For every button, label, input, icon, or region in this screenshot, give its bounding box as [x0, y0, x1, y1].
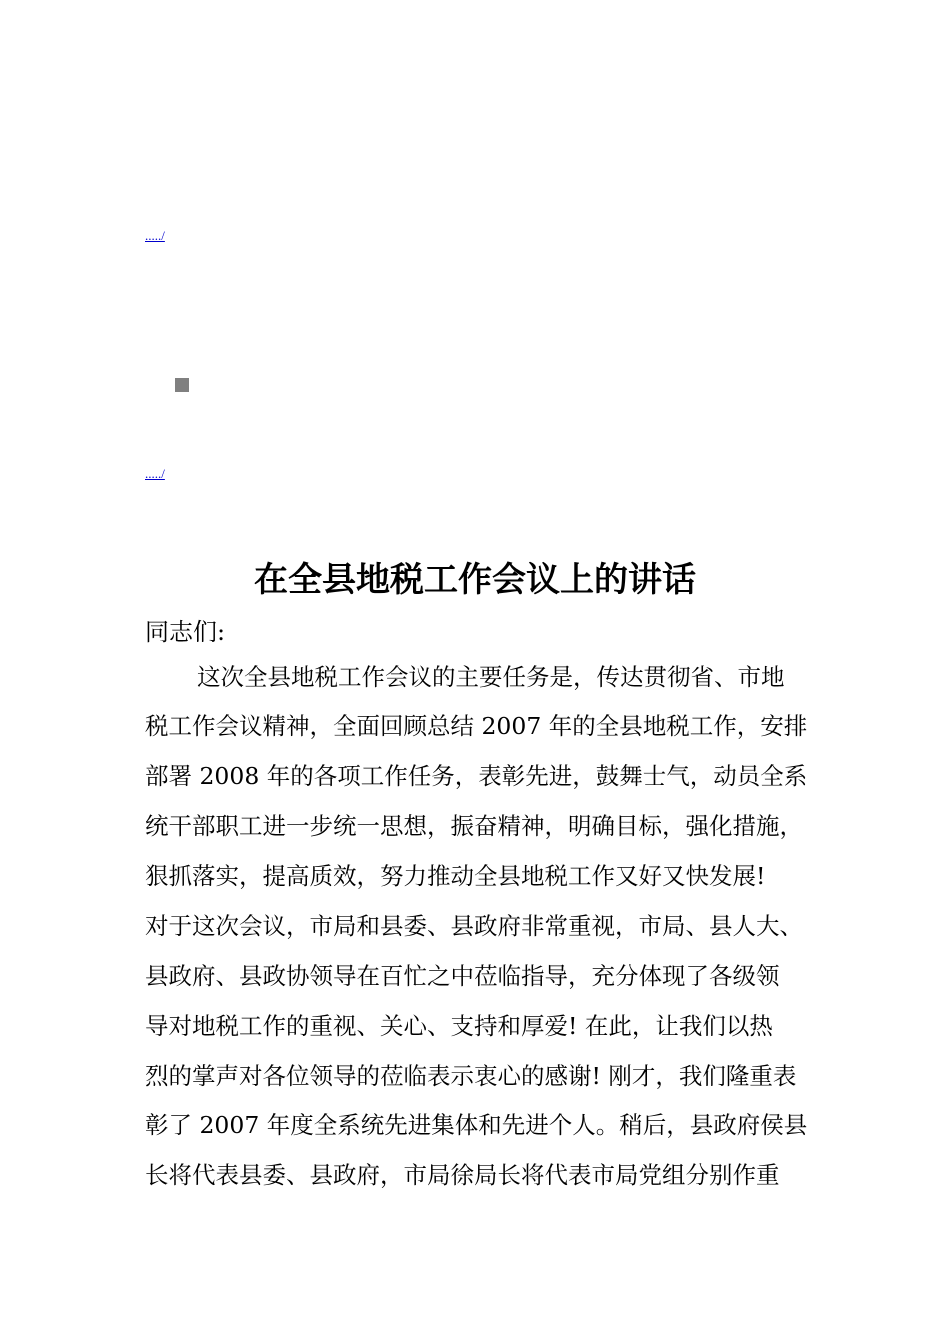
body-line: 部署 2008 年的各项工作任务，表彰先进，鼓舞士气，动员全系	[145, 762, 808, 790]
body-line: 县政府、县政协领导在百忙之中莅临指导，充分体现了各级领	[145, 962, 780, 990]
body-line: 狠抓落实，提高质效，努力推动全县地税工作又好又快发展!	[145, 862, 766, 890]
body-line: 彰了 2007 年度全系统先进集体和先进个人。稍后，县政府侯县	[145, 1111, 808, 1139]
body-line: 导对地税工作的重视、关心、支持和厚爱! 在此，让我们以热	[145, 1012, 773, 1040]
body-line: 长将代表县委、县政府，市局徐局长将代表市局党组分别作重	[145, 1161, 780, 1189]
salutation: 同志们:	[145, 618, 226, 646]
body-line: 烈的掌声对各位领导的莅临表示衷心的感谢! 刚才，我们隆重表	[145, 1062, 797, 1090]
body-line: 对于这次会议，市局和县委、县政府非常重视，市局、县人大、	[145, 912, 803, 940]
document-title: 在全县地税工作会议上的讲话	[254, 560, 696, 600]
body-line: 这次全县地税工作会议的主要任务是，传达贯彻省、市地	[197, 663, 785, 691]
placeholder-square-icon	[175, 378, 189, 392]
body-line: 税工作会议精神，全面回顾总结 2007 年的全县地税工作，安排	[145, 712, 808, 740]
page-link-top[interactable]: ...../	[145, 228, 165, 243]
page-link-bottom[interactable]: ...../	[145, 466, 165, 481]
body-line: 统干部职工进一步统一思想，振奋精神，明确目标，强化措施，	[145, 812, 803, 840]
